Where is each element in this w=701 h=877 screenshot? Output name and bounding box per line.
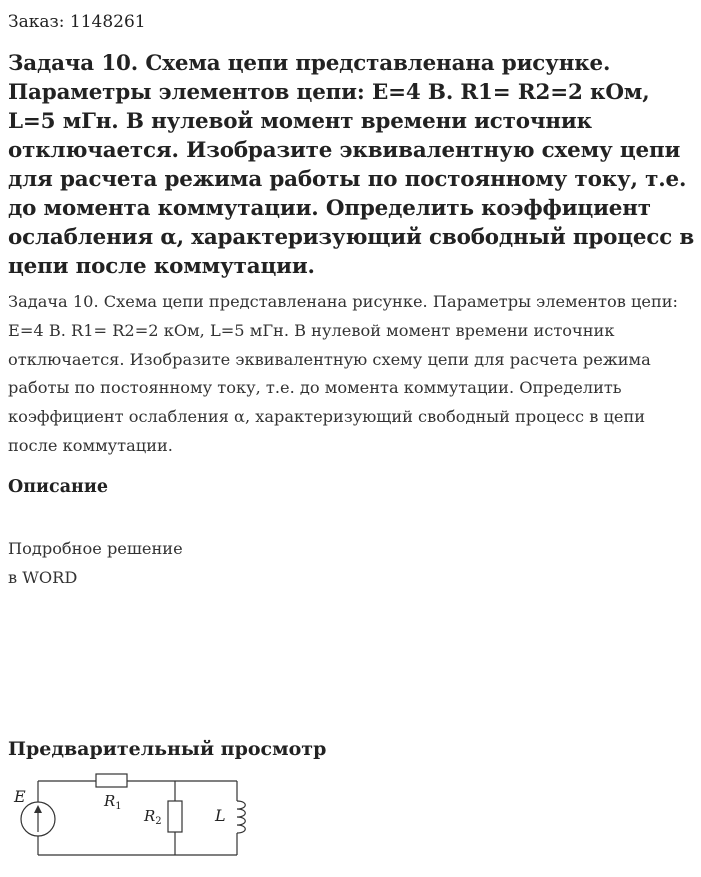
description-line: в WORD — [8, 568, 78, 587]
description-heading: Описание — [8, 477, 108, 497]
resistor-r2 — [168, 801, 182, 832]
task-body: Задача 10. Схема цепи представленана рисунке. Параметры элементов цепи: E=4 В. R1= R2=2 кОм, L=5 мГн. В нулевой момент времени источник отключается. Изобразите эквивалентную схему цепи для расчета режима работы по постоянному току, т.е. до момента коммутации. Определить коэффициент ослабления α, характеризующий свободный процесс в цепи после коммутации. — [8, 292, 678, 455]
circuit-diagram — [8, 768, 268, 868]
order-number: Заказ: 1148261 — [8, 12, 146, 32]
task-title: Задача 10. Схема цепи представленана рисунке. Параметры элементов цепи: E=4 В. R1= R2=2 кОм, L=5 мГн. В нулевой момент времени источник отключается. Изобразите эквивалентную схему цепи для расчета режима работы по постоянному току, т.е. до момента коммутации. Определить коэффициент ослабления α, характеризующий свободный процесс в цепи после коммутации. — [8, 51, 695, 279]
resistor-r1 — [96, 774, 127, 787]
inductor-coil — [237, 801, 245, 833]
label-r2: $R_2$ — [144, 807, 162, 827]
label-source: E — [14, 787, 26, 806]
description-line: Подробное решение — [8, 539, 183, 558]
label-r1: $R_1$ — [104, 792, 122, 812]
preview-heading: Предварительный просмотр — [8, 738, 327, 760]
label-inductor: L — [215, 806, 226, 825]
source-arrowhead — [34, 805, 42, 813]
